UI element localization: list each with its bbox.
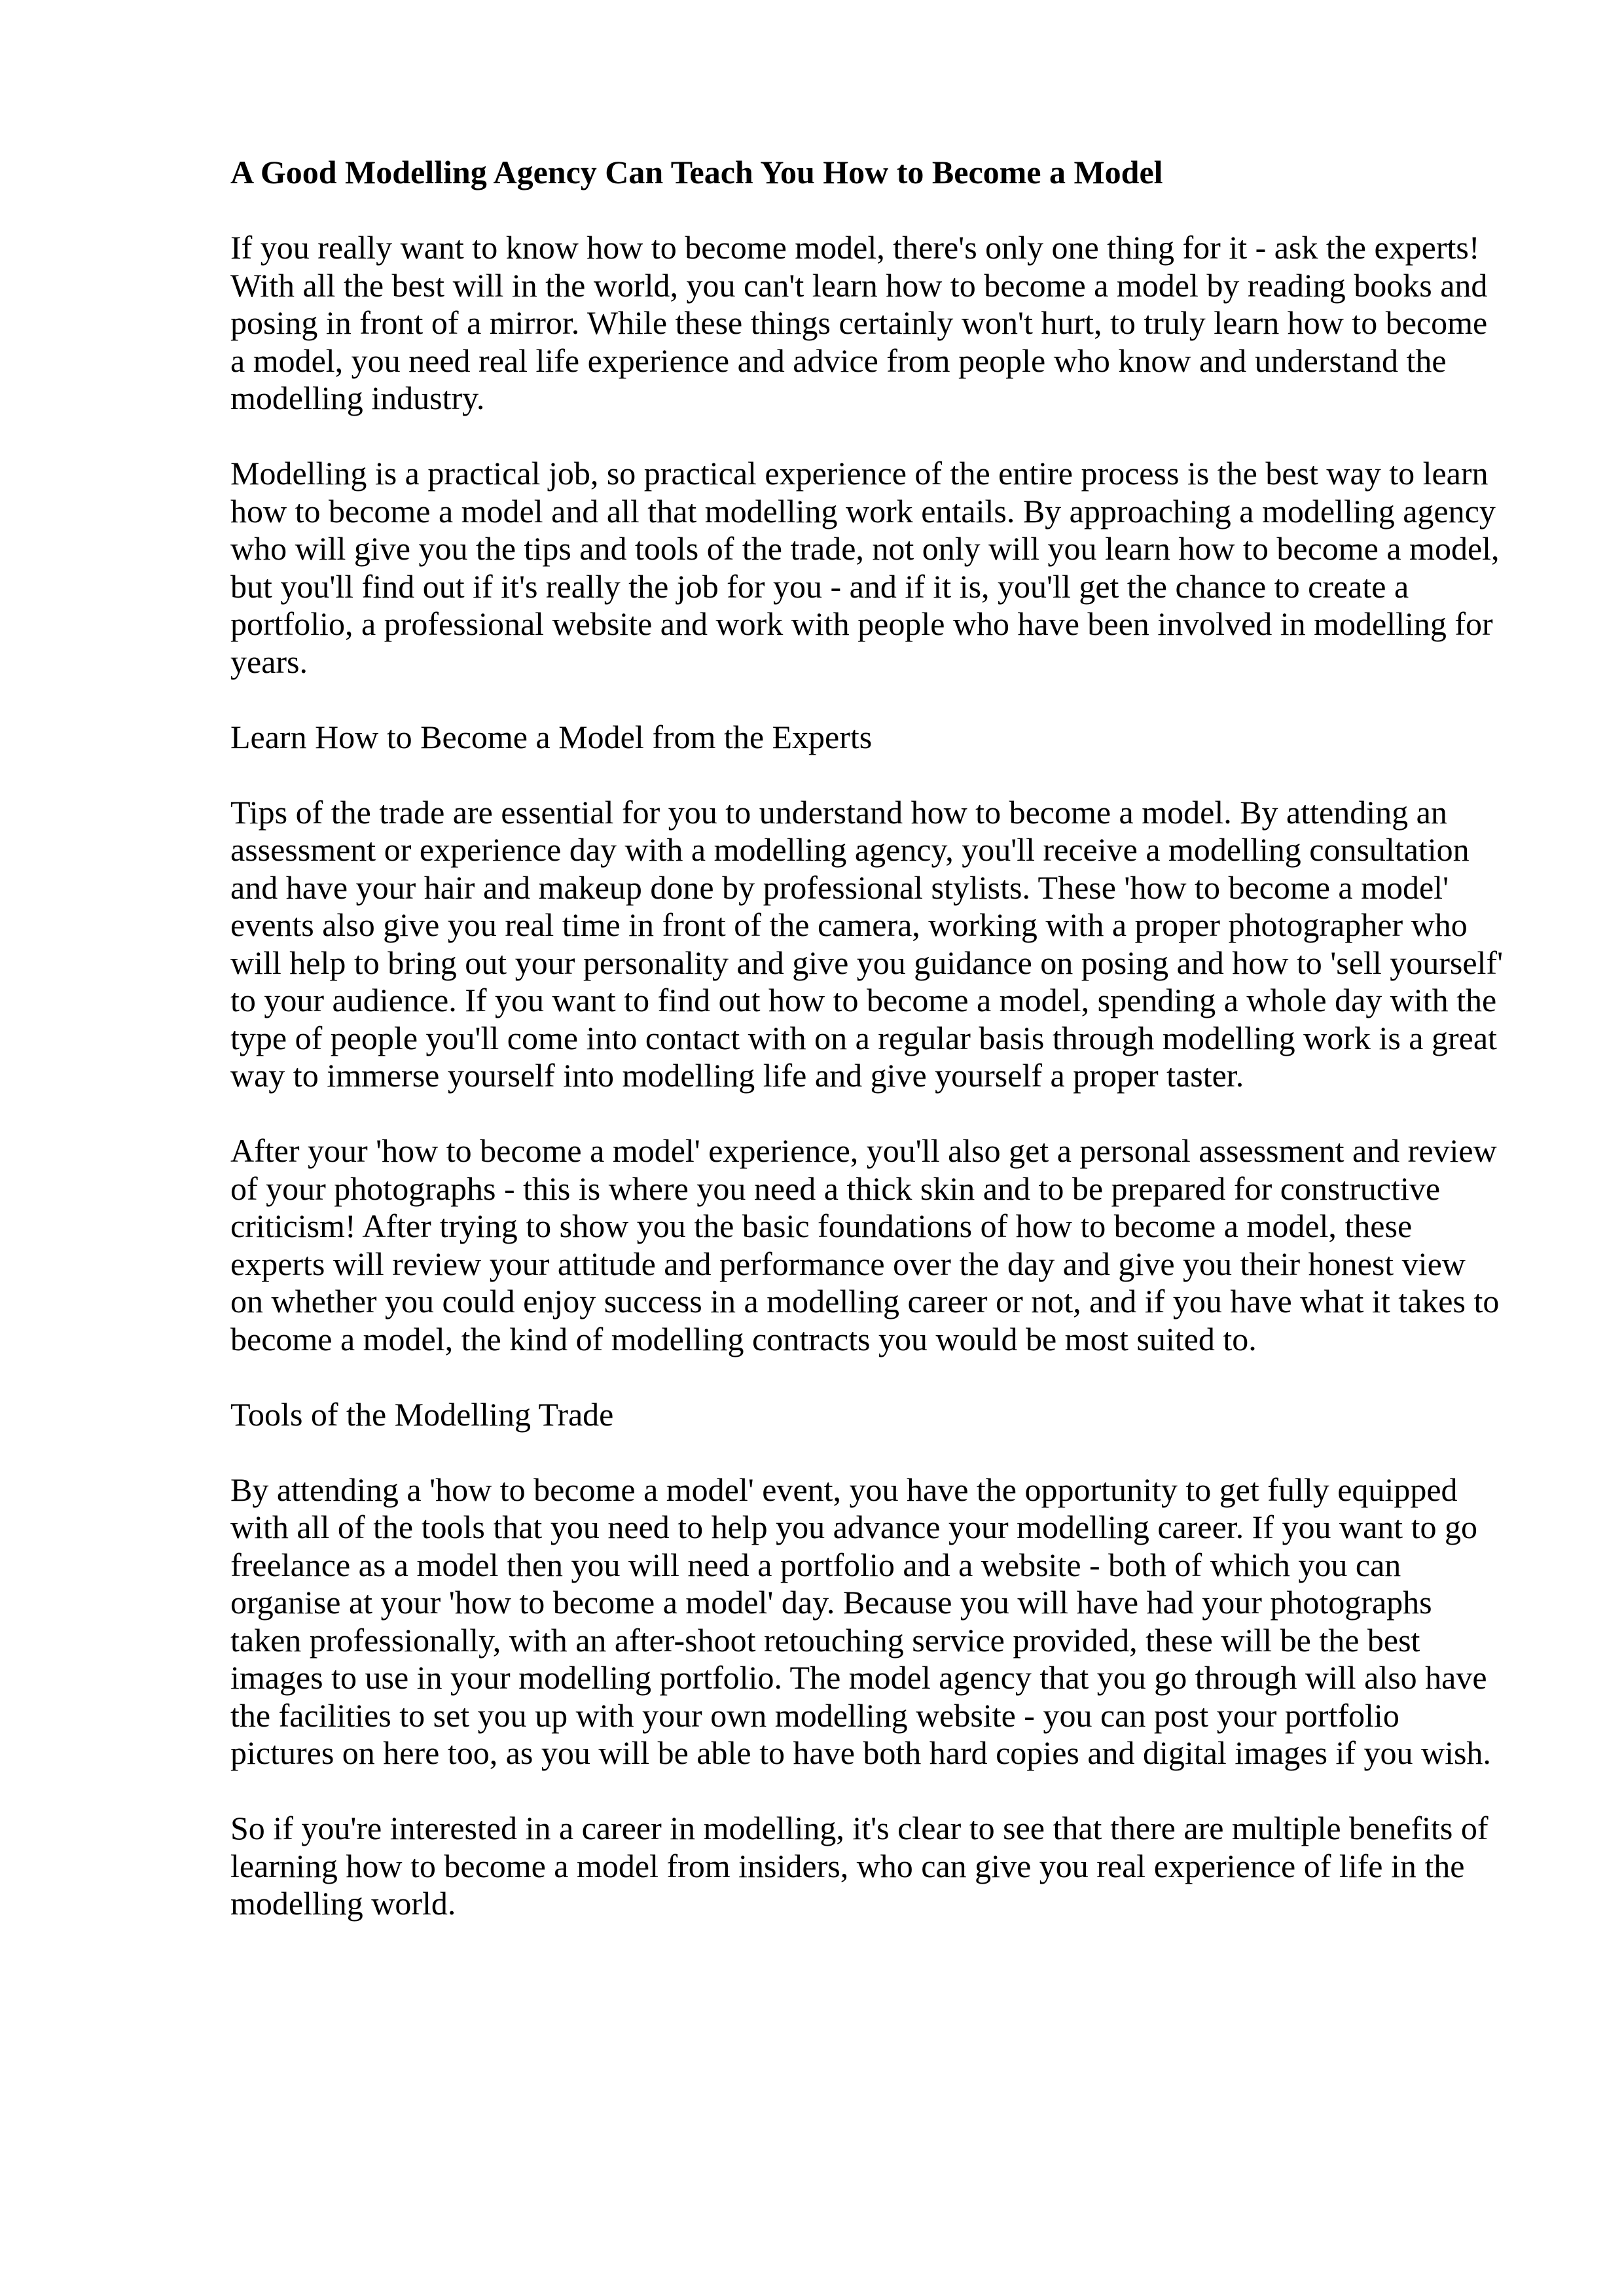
text-line: With all the best will in the world, you can't learn how to become a model by reading books and xyxy=(230,266,1488,304)
text-line: So if you're interested in a career in modelling, it's clear to see that there are multiple benefits of xyxy=(230,1810,1489,1846)
section-heading xyxy=(230,719,1523,757)
text-line: with all of the tools that you need to help you advance your modelling career. If you want to go xyxy=(230,1509,1478,1545)
section-heading xyxy=(230,1396,1523,1434)
text-line: of your photographs - this is where you need a thick skin and to be prepared for constructive xyxy=(230,1170,1441,1207)
text-line: become a model, the kind of modelling contracts you would be most suited to. xyxy=(230,1320,1257,1357)
paragraph xyxy=(230,1471,1523,1772)
text-line: Learn How to Become a Model from the Experts xyxy=(230,718,873,755)
text-line: pictures on here too, as you will be able to have both hard copies and digital images if you wish. xyxy=(230,1734,1491,1771)
text-line: freelance as a model then you will need a portfolio and a website - both of which you can xyxy=(230,1546,1401,1583)
text-line: After your 'how to become a model' experience, you'll also get a personal assessment and review xyxy=(230,1132,1497,1169)
text-line: modelling world. xyxy=(230,1885,456,1922)
text-line: but you'll find out if it's really the job for you - and if it is, you'll get the chance to create a xyxy=(230,567,1409,605)
document-content xyxy=(230,154,1523,1960)
text-line: who will give you the tips and tools of the trade, not only will you learn how to become a model, xyxy=(230,530,1500,567)
text-line: Modelling is a practical job, so practical experience of the entire process is the best way to learn xyxy=(230,455,1489,492)
paragraph xyxy=(230,1810,1523,1923)
text-line: on whether you could enjoy success in a modelling career or not, and if you have what it takes to xyxy=(230,1283,1500,1319)
text-line: posing in front of a mirror. While these things certainly won't hurt, to truly learn how to become xyxy=(230,304,1488,341)
text-line: If you really want to know how to become model, there's only one thing for it - ask the experts! xyxy=(230,229,1480,266)
text-line: organise at your 'how to become a model' day. Because you will have had your photographs xyxy=(230,1584,1432,1621)
text-line: and have your hair and makeup done by professional stylists. These 'how to become a model' xyxy=(230,869,1449,906)
text-line: the facilities to set you up with your own modelling website - you can post your portfolio xyxy=(230,1696,1399,1734)
text-line: years. xyxy=(230,643,308,680)
text-line: images to use in your modelling portfolio. The model agency that you go through will also have xyxy=(230,1659,1487,1696)
paragraph xyxy=(230,1132,1523,1358)
text-line: a model, you need real life experience and advice from people who know and understand the xyxy=(230,342,1447,379)
paragraph xyxy=(230,455,1523,681)
text-line: will help to bring out your personality and give you guidance on posing and how to 'sell yourself' xyxy=(230,944,1504,981)
text-line: modelling industry. xyxy=(230,380,485,416)
text-line: events also give you real time in front of the camera, working with a proper photographer who xyxy=(230,906,1468,943)
text-line: type of people you'll come into contact with on a regular basis through modelling work is a great xyxy=(230,1019,1497,1056)
paragraph xyxy=(230,229,1523,418)
document-body xyxy=(230,229,1523,1923)
text-line: to your audience. If you want to find out how to become a model, spending a whole day with the xyxy=(230,982,1497,1018)
text-line: way to immerse yourself into modelling life and give yourself a proper taster. xyxy=(230,1057,1244,1094)
text-line: Tips of the trade are essential for you to understand how to become a model. By attending an xyxy=(230,793,1447,831)
document-title: A Good Modelling Agency Can Teach You How to Become a Model xyxy=(230,154,1163,190)
text-line: By attending a 'how to become a model' event, you have the opportunity to get fully equipped xyxy=(230,1471,1458,1508)
text-line: how to become a model and all that modelling work entails. By approaching a modelling agency xyxy=(230,492,1496,529)
text-line: criticism! After trying to show you the basic foundations of how to become a model, these xyxy=(230,1208,1413,1244)
paragraph xyxy=(230,794,1523,1095)
text-line: experts will review your attitude and performance over the day and give you their honest view xyxy=(230,1245,1466,1282)
text-line: taken professionally, with an after-shoot retouching service provided, these will be the best xyxy=(230,1621,1420,1659)
text-line: portfolio, a professional website and work with people who have been involved in modelling for xyxy=(230,605,1493,642)
text-line: Tools of the Modelling Trade xyxy=(230,1395,614,1433)
text-line: learning how to become a model from insiders, who can give you real experience of life in the xyxy=(230,1847,1465,1884)
text-line: assessment or experience day with a modelling agency, you'll receive a modelling consultation xyxy=(230,831,1470,868)
